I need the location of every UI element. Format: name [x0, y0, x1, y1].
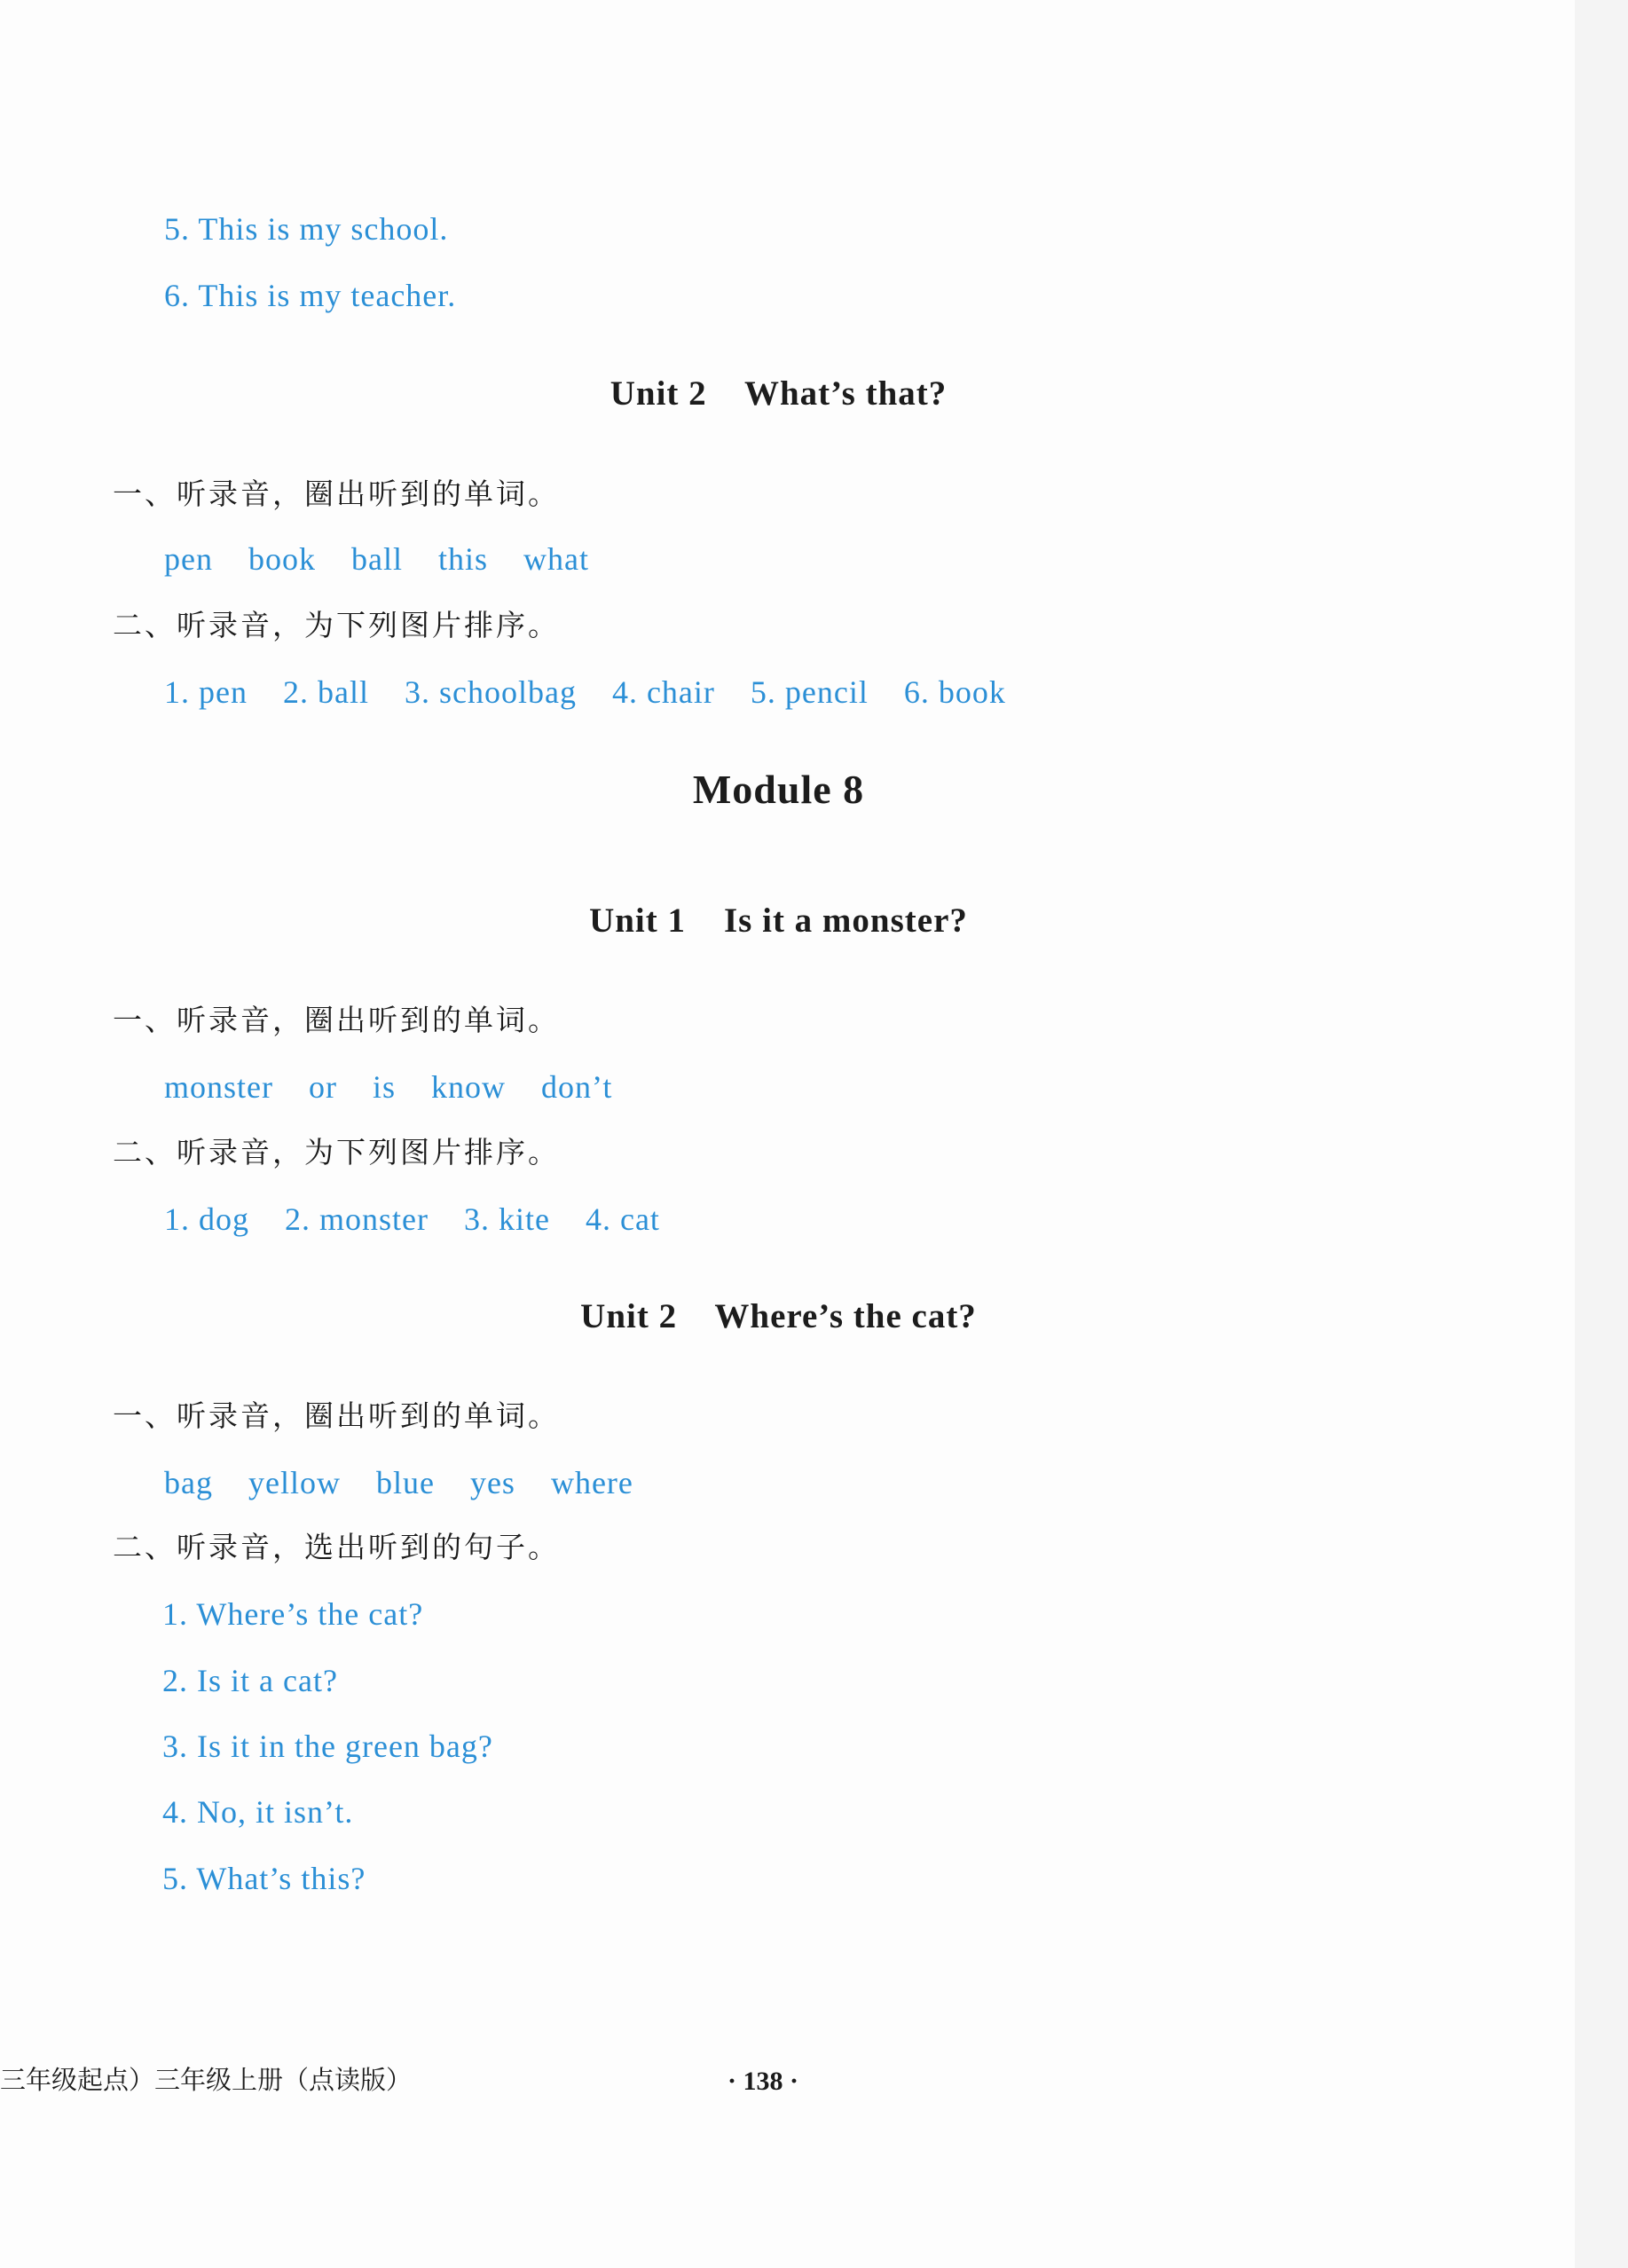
word: blue — [375, 1465, 435, 1500]
order-list — [164, 1203, 660, 1235]
word: where — [550, 1465, 633, 1500]
order-item: 6. book — [903, 674, 1006, 710]
order-item: 3. schoolbag — [404, 674, 577, 710]
question-label: 二、听录音，选出听到的句子。 — [113, 1530, 560, 1564]
word: pen — [164, 541, 213, 577]
word-list — [164, 1467, 633, 1499]
word-list — [164, 543, 589, 575]
book-info: 三年级起点）三年级上册（点读版） — [0, 2065, 413, 2095]
page-number: · 138 · — [727, 2067, 799, 2096]
question-label: 二、听录音，为下列图片排序。 — [113, 1135, 560, 1169]
order-item: 2. monster — [285, 1201, 429, 1237]
page-edge — [1575, 0, 1628, 2268]
answer-line: 6. This is my teacher. — [164, 278, 457, 313]
sentence-item: 2. Is it a cat? — [162, 1663, 338, 1698]
unit-title: Unit 1 Is it a monster? — [589, 902, 968, 940]
word: this — [437, 541, 488, 577]
order-item: 3. kite — [463, 1201, 550, 1237]
word-list — [164, 1071, 612, 1103]
word: is — [372, 1069, 396, 1105]
module-title: Module 8 — [692, 767, 865, 812]
word: ball — [350, 541, 403, 577]
order-item: 2. ball — [282, 674, 369, 710]
question-label: 一、听录音，圈出听到的单词。 — [113, 1398, 560, 1433]
unit-title: Unit 2 What’s that? — [610, 374, 948, 413]
order-item: 1. dog — [164, 1201, 249, 1237]
sentence-item: 1. Where’s the cat? — [162, 1596, 424, 1632]
word: monster — [164, 1069, 273, 1105]
order-item: 4. chair — [611, 674, 715, 710]
answer-line: 5. This is my school. — [164, 211, 449, 247]
question-label: 二、听录音，为下列图片排序。 — [113, 608, 560, 642]
unit-title: Unit 2 Where’s the cat? — [580, 1297, 977, 1335]
sentence-item: 5. What’s this? — [162, 1861, 366, 1896]
question-label: 一、听录音，圈出听到的单词。 — [113, 476, 560, 511]
word: or — [308, 1069, 337, 1105]
word: what — [523, 541, 589, 577]
sentence-item: 4. No, it isn’t. — [162, 1794, 354, 1830]
word: don’t — [541, 1069, 613, 1105]
order-item: 1. pen — [164, 674, 248, 710]
word: yellow — [248, 1465, 341, 1500]
order-item: 5. pencil — [750, 674, 869, 710]
word: book — [248, 541, 316, 577]
word: bag — [164, 1465, 213, 1500]
order-list — [164, 676, 1006, 708]
order-item: 4. cat — [585, 1201, 660, 1237]
word: know — [431, 1069, 506, 1105]
question-label: 一、听录音，圈出听到的单词。 — [113, 1003, 560, 1037]
word: yes — [469, 1465, 515, 1500]
sentence-item: 3. Is it in the green bag? — [162, 1729, 493, 1764]
